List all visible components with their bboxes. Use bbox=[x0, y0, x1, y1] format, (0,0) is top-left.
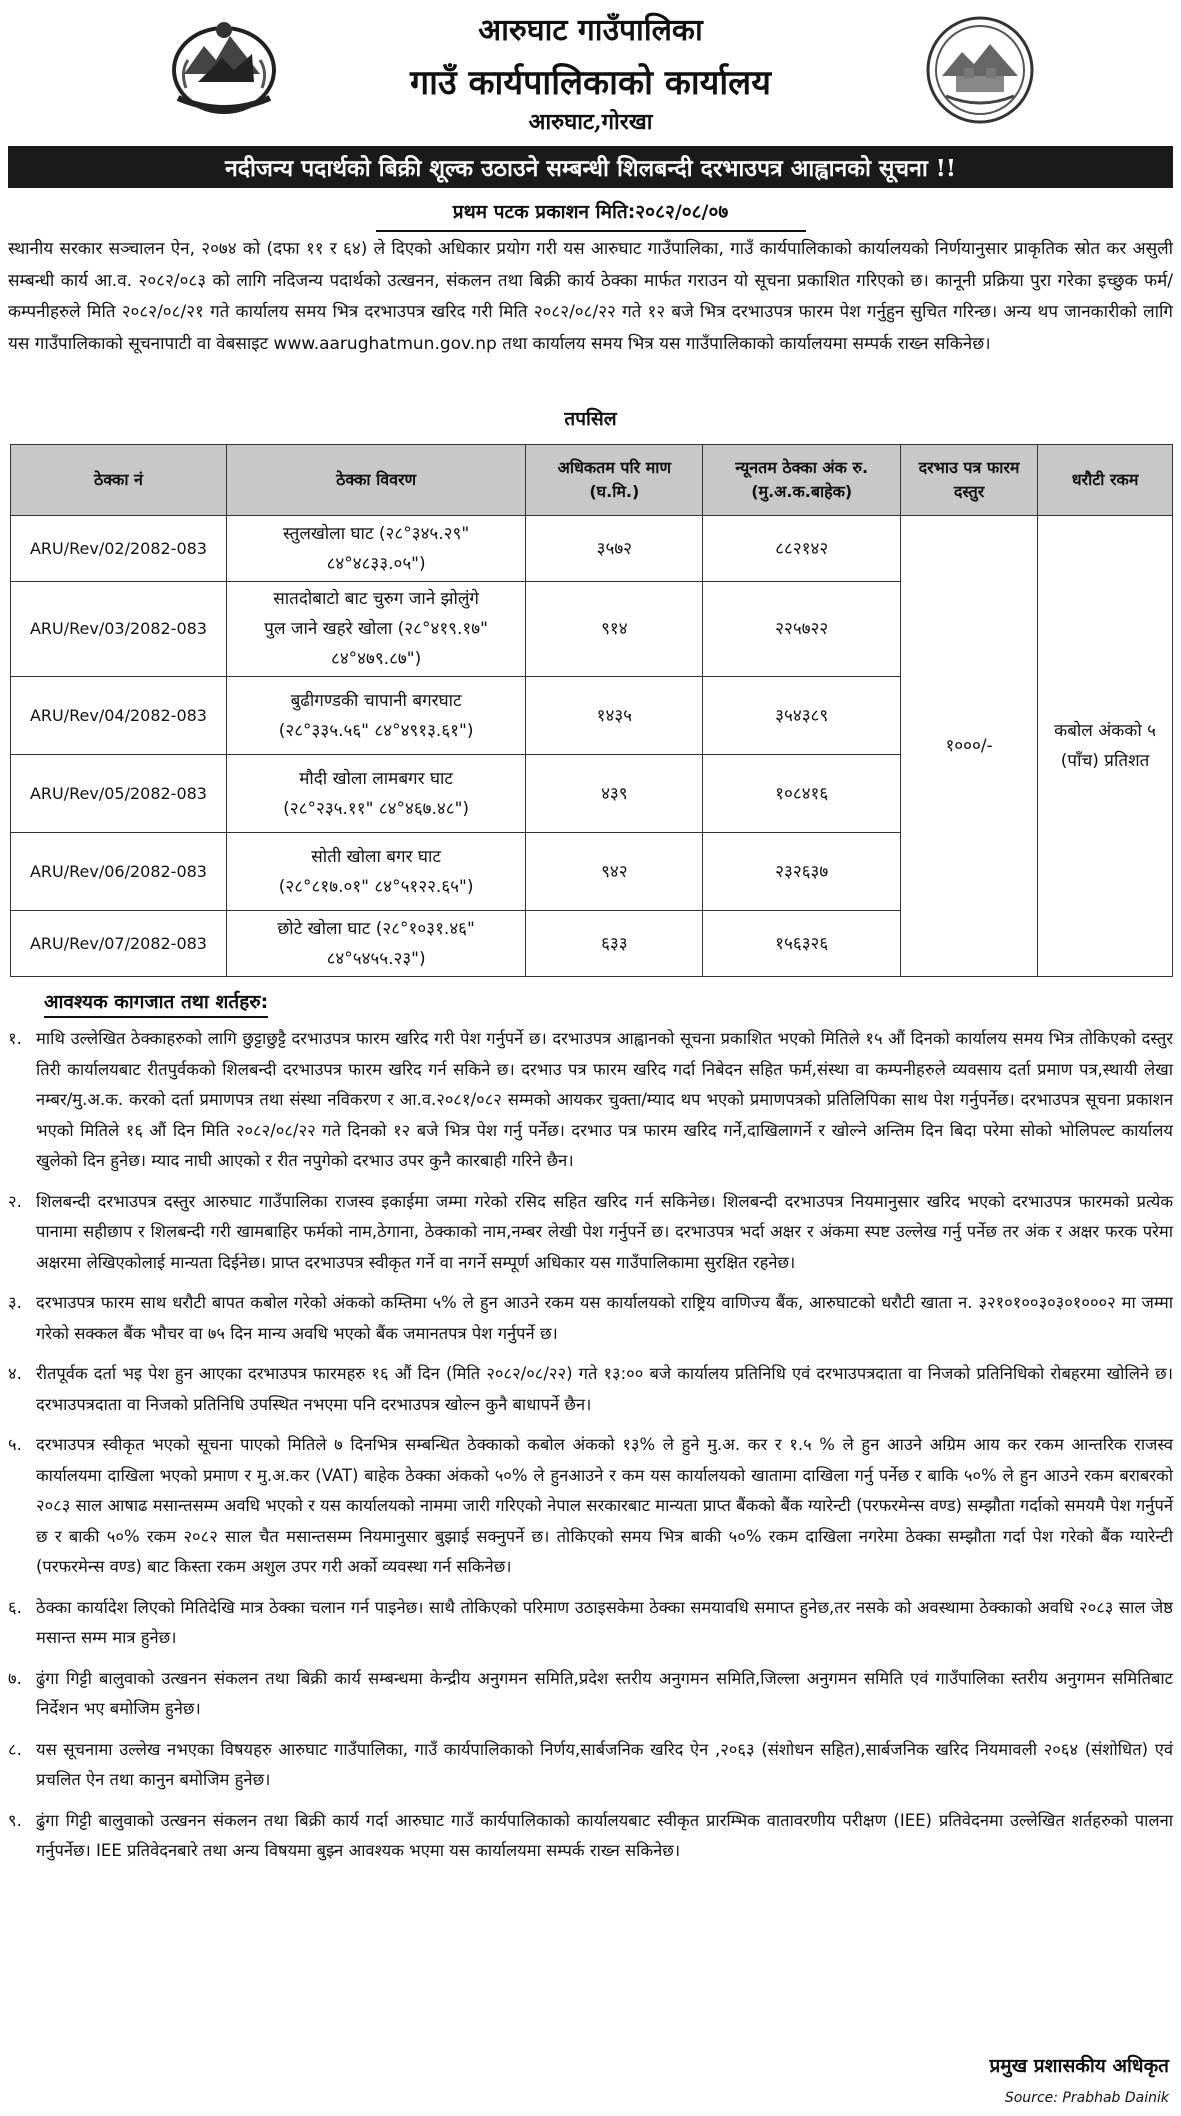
contract-description: सोती खोला बगर घाट (२८°८१७.०१" ८४°५१२२.६५") bbox=[226, 833, 525, 911]
condition-item: ७. ढुंगा गिट्टी बालुवाको उत्खनन संकलन तथा बिक्री कार्य सम्बन्धमा केन्द्रीय अनुगमन समिति,प्रदेश स्तरीय अनुगमन समिति,जिल्ला अनुगमन समिति एवं गाउँपालिका स्तरीय अनुगमन समितिबाट निर्देशन भए बमोजिम हुनेछ। bbox=[8, 1668, 1173, 1718]
col-header-contract-no: ठेक्का नं bbox=[11, 445, 227, 516]
source-credit: Source: Prabhab Dainik bbox=[1004, 2090, 1169, 2106]
min-amount: १०८४१६ bbox=[703, 755, 901, 833]
col-header-form-fee: दरभाउ पत्र फारम दस्तुर bbox=[901, 445, 1038, 516]
max-quantity: ९४२ bbox=[526, 833, 703, 911]
municipality-logo-icon bbox=[920, 14, 1040, 126]
contract-code: ARU/Rev/04/2082-083 bbox=[11, 677, 227, 755]
condition-item: ५. दरभाउपत्र स्वीकृत भएको सूचना पाएको मितिले ७ दिनभित्र सम्बन्धित ठेक्काको कबोल अंकको १३% ले हुने मु.अ. कर र १.५ % ले हुन आउने अग्रिम आय कर रकम आन्तरिक राजस्व कार्यालयमा दाखिला भएको प्रमाण र मु.अ.कर (VAT) बाहेक ठेक्का अंकको ५०% ले हुनआउने र कम यस कार्यालयको खातामा दाखिला गर्नु पर्नेछ र बाकि ५०% ले हुन आउने रकम बराबरको २०८३ साल आषाढ मसान्तसम्म अवधि भएको र यस कार्यालयको नाममा जारी गरिएको नेपाल सरकारबाट मान्यता प्राप्त बैंकको बैंक ग्यारेन्टी (परफरमेन्स वण्ड) सम्झौता गर्दाको समयमै पेश गर्नुपर्ने छ र बाकी ५०% रकम २०८२ साल चैत मसान्तसम्म नियमानुसार बुझाई सक्नुपर्ने छ। तोकिएको समय भित्र बाकी ५०% रकम दाखिला नगरेमा ठेक्का सम्झौता गर्दा पेश गरेको बैंक ग्यारेन्टी (परफरमेन्स वण्ड) बाट किस्ता रकम अशुल उपर गरी अर्को व्यवस्था गर्न सकिनेछ। bbox=[8, 1435, 1173, 1576]
col-header-max-quantity: अधिकतम परि माण (घ.मि.) bbox=[526, 445, 703, 516]
header bbox=[0, 0, 1181, 146]
condition-item: ३. दरभाउपत्र फारम साथ धरौटी बापत कबोल गरेको अंकको कम्तिमा ५% ले हुन आउने रकम यस कार्यालयको राष्ट्रिय वाणिज्य बैंक, आरुघाटको धरौटी खाता न. ३२१०१००३०३०१०००२ मा जम्मा गरेको सक्कल बैंक भौचर वा ७५ दिन मान्य अवधि भएको बैंक जमानतपत्र पेश गर्नुपर्ने छ। bbox=[8, 1293, 1173, 1343]
contract-code: ARU/Rev/07/2082-083 bbox=[11, 911, 227, 977]
contract-description: स्तुलखोला घाट (२८°३४५.२९" ८४°४८३३.०५") bbox=[226, 516, 525, 582]
contract-description: बुढीगण्डकी चापानी बगरघाट (२८°३३५.५६" ८४°४९१३.६१") bbox=[226, 677, 525, 755]
tender-table bbox=[10, 444, 1173, 977]
publication-date-text: प्रथम पटक प्रकाशन मिति:२०८२/०८/०७ bbox=[452, 201, 729, 223]
contract-description: मौदी खोला लामबगर घाट (२८°२३५.११" ८४°४६७.४८") bbox=[226, 755, 525, 833]
contract-code: ARU/Rev/03/2082-083 bbox=[11, 582, 227, 677]
contract-description: सातदोबाटो बाट चुरुग जाने झोलुंगे पुल जाने खहरे खोला (२८°४१९.१७" ८४°४७९.८७") bbox=[226, 582, 525, 677]
col-header-deposit: धरौटी रकम bbox=[1038, 445, 1173, 516]
details-heading: तपसिल bbox=[564, 408, 617, 430]
max-quantity: ९१४ bbox=[526, 582, 703, 677]
contract-code: ARU/Rev/05/2082-083 bbox=[11, 755, 227, 833]
max-quantity: ४३९ bbox=[526, 755, 703, 833]
contract-code: ARU/Rev/06/2082-083 bbox=[11, 833, 227, 911]
min-amount: ३५४३८९ bbox=[703, 677, 901, 755]
deposit-amount: कबोल अंकको ५ (पाँच) प्रतिशत bbox=[1038, 516, 1173, 977]
conditions-list bbox=[8, 1024, 1173, 1877]
col-header-min-amount: न्यूनतम ठेक्का अंक रु. (मु.अ.क.बाहेक) bbox=[703, 445, 901, 516]
col-header-description: ठेक्का विवरण bbox=[226, 445, 525, 516]
contract-description: छोटे खोला घाट (२८°१०३१.४६" ८४°५४५५.२३") bbox=[226, 911, 525, 977]
condition-item: ८. यस सूचनामा उल्लेख नभएका विषयहरु आरुघाट गाउँपालिका, गाउँ कार्यपालिकाको निर्णय,सार्बजनिक खरिद ऐन ,२०६३ (संशोधन सहित),सार्बजनिक खरिद नियमावली २०६४ (संशोधित) एवं प्रचलित ऐन तथा कानुन बमोजिम हुनेछ। bbox=[8, 1739, 1173, 1789]
tender-table-header bbox=[11, 445, 1173, 516]
min-amount: १५६३२६ bbox=[703, 911, 901, 977]
max-quantity: ३५७२ bbox=[526, 516, 703, 582]
form-fee: १०००/- bbox=[901, 516, 1038, 977]
condition-item: ६. ठेक्का कार्यादेश लिएको मितिदेखि मात्र ठेक्का चलान गर्न पाइनेछ। साथै तोकिएको परिमाण उठाइसकेमा ठेक्का समयावधि समाप्त हुनेछ,तर नसके को अवस्थामा ठेक्काको अवधि २०८३ साल जेष्ठ मसान्त सम्म मात्र हुनेछ। bbox=[8, 1597, 1173, 1647]
signatory-title: प्रमुख प्रशासकीय अधिकृत bbox=[989, 2055, 1169, 2077]
table-row bbox=[11, 516, 1173, 582]
conditions-heading: आवश्यक कागजात तथा शर्तहरु: bbox=[44, 988, 268, 1014]
municipality-name: आरुघाट गाउँपालिका bbox=[478, 13, 703, 48]
min-amount: ८८२१४२ bbox=[703, 516, 901, 582]
intro-paragraph: स्थानीय सरकार सञ्चालन ऐन, २०७४ को (दफा ११ र ६४) ले दिएको अधिकार प्रयोग गरी यस आरुघाट गाउँपालिका, गाउँ कार्यपालिकाको कार्यालयको निर्णयानुसार प्राकृतिक स्रोत कर असुली सम्बन्धी कार्य आ.व. २०८२/०८३ को लागि नदिजन्य पदार्थको उत्खनन, संकलन तथा बिक्री कार्य ठेक्का मार्फत गराउन यो सूचना प्रकाशित गरिएको छ। कानूनी प्रक्रिया पुरा गरेका इच्छुक फर्म/कम्पनीहरुले मिति २०८२/०८/२१ गते कार्यालय समय भित्र दरभाउपत्र खरिद गरी मिति २०८२/०८/२२ गते १२ बजे भित्र दरभाउपत्र फारम पेश गर्नुहुन सुचित गरिन्छ। अन्य थप जानकारीको लागि यस गाउँपालिकाको सूचनापाटी वा वेबसाइट www.aarughatmun.gov.np तथा कार्यालय समय भित्र यस गाउँपालिकाको कार्यालयमा सम्पर्क राख्न सकिनेछ। bbox=[8, 239, 1173, 354]
notice-banner: नदीजन्य पदार्थको बिक्री शूल्क उठाउने सम्बन्धी शिलबन्दी दरभाउपत्र आह्वानको सूचना !! bbox=[8, 146, 1173, 188]
max-quantity: १४३५ bbox=[526, 677, 703, 755]
condition-item: २. शिलबन्दी दरभाउपत्र दस्तुर आरुघाट गाउँपालिका राजस्व इकाईमा जम्मा गरेको रसिद सहित खरिद गर्न सकिनेछ। शिलबन्दी दरभाउपत्र नियमानुसार खरिद भएको दरभाउपत्र फारमको प्रत्येक पानामा सहीछाप र शिलबन्दी गरी खामबाहिर फर्मको नाम,ठेगाना, ठेक्काको नाम,नम्बर लेखी पेश गर्नुपर्ने छ। दरभाउपत्र भर्दा अक्षर र अंकमा स्पष्ट उल्लेख गर्नु पर्नेछ तर अंक र अक्षर फरक परेमा अक्षरमा लेखिएकोलाई मान्यता दिईनेछ। प्राप्त दरभाउपत्र स्वीकृत गर्ने वा नगर्ने सम्पूर्ण अधिकार यस गाउँपालिकामा सुरक्षित रहनेछ। bbox=[8, 1191, 1173, 1272]
publication-date bbox=[0, 198, 1181, 232]
min-amount: २३२६३७ bbox=[703, 833, 901, 911]
office-name: गाउँ कार्यपालिकाको कार्यालय bbox=[410, 63, 771, 103]
condition-item: १. माथि उल्लेखित ठेक्काहरुको लागि छुट्टाछुट्टै दरभाउपत्र फारम खरिद गरी पेश गर्नुपर्ने छ। दरभाउपत्र आह्वानको सूचना प्रकाशित भएको मितिले १५ औं दिनको कार्यालय समय भित्र तोकिएको दस्तुर तिरी कार्यालयबाट रीतपुर्वकको शिलबन्दी दरभाउपत्र फारम खरिद गर्न सकिने छ। दरभाउ पत्र फारम खरिद गर्दा निबेदन सहित फर्म,संस्था वा कम्पनीहरुले व्यवसाय दर्ता प्रमाण पत्र,स्थायी लेखा नम्बर/मु.अ.क. करको दर्ता प्रमाणपत्र तथा संस्था नविकरण र आ.व.२०८१/०८२ सम्मको आयकर चुक्ता/म्याद थप भएको प्रमाणपत्रको प्रतिलिपिका साथ पेश गर्नुपर्नेछ। दरभाउपत्र सूचना प्रकाशन भएको मितिले १६ औं दिन मिति २०८२/०८/२२ गते दिनको १२ बजे भित्र पेश गर्नु पर्नेछ। दरभाउ पत्र फारम खरिद गर्ने,दाखिलागर्ने र खोल्ने अन्तिम दिन बिदा परेमा सोको भोलिपल्ट कार्यालय खुलेको दिन हुनेछ। म्याद नाघी आएको र रीत नपुगेको दरभाउ उपर कुनै कारबाही गरिने छैन। bbox=[8, 1029, 1173, 1170]
condition-item: ४. रीतपूर्वक दर्ता भइ पेश हुन आएका दरभाउपत्र फारमहरु १६ औं दिन (मिति २०८२/०८/२२) गते १३:०० बजे कार्यालय प्रतिनिधि एवं दरभाउपत्रदाता वा निजको प्रतिनिधिको रोबहरमा खोलिने छ। दरभाउपत्रदाता वा निजको प्रतिनिधि उपस्थित नभएमा पनि दरभाउपत्र खोल्न कुनै बाधापर्ने छैन। bbox=[8, 1364, 1173, 1414]
max-quantity: ६३३ bbox=[526, 911, 703, 977]
office-address: आरुघाट,गोरखा bbox=[528, 109, 653, 135]
condition-item: ९. ढुंगा गिट्टी बालुवाको उत्खनन संकलन तथा बिक्री कार्य गर्दा आरुघाट गाउँ कार्यपालिकाको कार्यालयबाट स्वीकृत प्रारम्भिक वातावरणीय परीक्षण (IEE) प्रतिवेदनमा उल्लेखित शर्तहरुको पालना गर्नुपर्नेछ। IEE प्रतिवेदनबारे तथा अन्य विषयमा बुझ्न आवश्यक भएमा यस कार्यालयमा सम्पर्क राख्न सकिनेछ। bbox=[8, 1810, 1173, 1860]
contract-code: ARU/Rev/02/2082-083 bbox=[11, 516, 227, 582]
publication-underline bbox=[376, 230, 806, 232]
min-amount: २२५७२२ bbox=[703, 582, 901, 677]
